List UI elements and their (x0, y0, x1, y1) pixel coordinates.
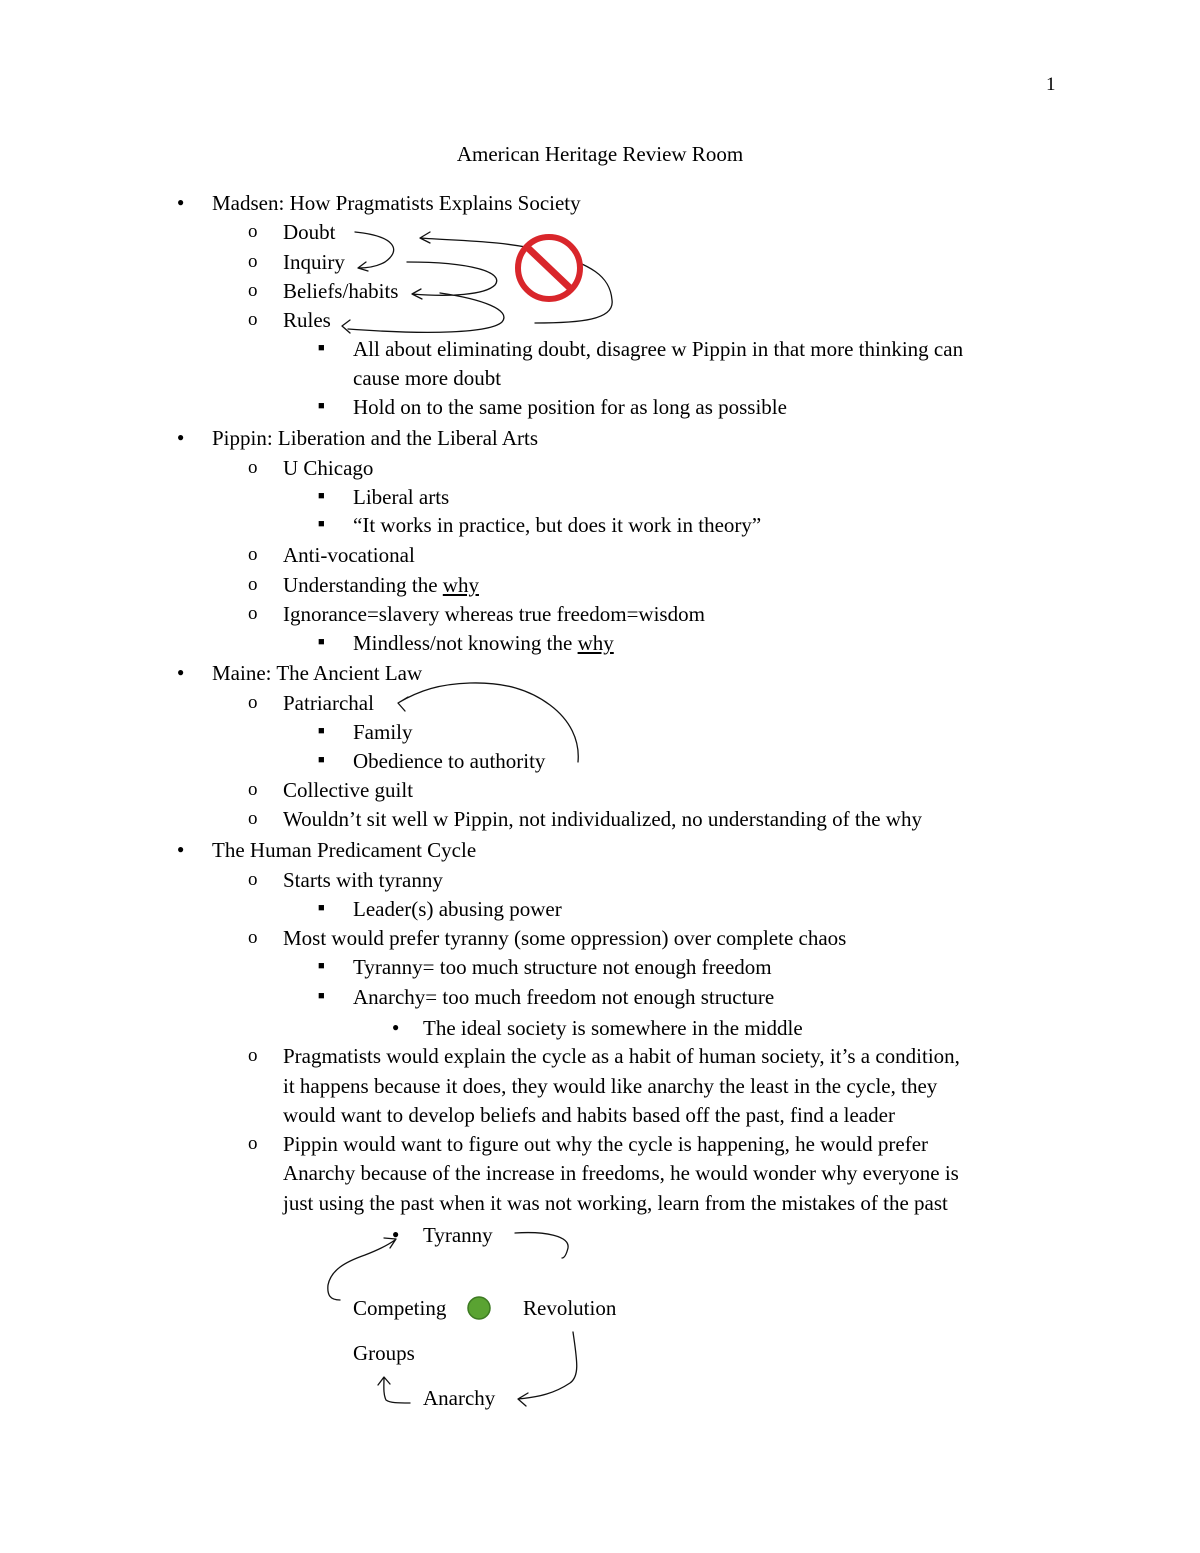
cycle-competing: Competing (353, 1296, 447, 1320)
page-title: American Heritage Review Room (456, 142, 744, 166)
page-number: 1 (1046, 74, 1056, 95)
item-starts-tyranny: Starts with tyranny (283, 868, 443, 892)
cycle-anarchy: Anarchy (423, 1386, 496, 1410)
subitem-leader: Leader(s) abusing power (353, 897, 562, 921)
bullet-icon: ● (177, 430, 185, 444)
curved-arrow-icon (518, 1332, 577, 1406)
subitem-eliminating-doubt-cont: cause more doubt (353, 366, 502, 390)
circle-bullet-icon: o (248, 779, 258, 800)
circle-bullet-icon: o (248, 280, 258, 301)
subitem-obedience: Obedience to authority (353, 749, 546, 773)
square-bullet-icon: ■ (318, 902, 325, 914)
bullet-icon: ● (177, 195, 185, 209)
green-dot-icon (468, 1297, 490, 1319)
circle-bullet-icon: o (248, 692, 258, 713)
section-heading-pippin: Pippin: Liberation and the Liberal Arts (212, 426, 539, 450)
circle-bullet-icon: o (248, 544, 258, 565)
circle-bullet-icon: o (248, 574, 258, 595)
subitem-tyranny-def: Tyranny= too much structure not enough freedom (353, 955, 772, 979)
curved-arrow-icon (420, 232, 612, 323)
square-bullet-icon: ■ (318, 518, 325, 530)
curved-arrow-icon (328, 1238, 396, 1300)
curved-arrow-icon (342, 293, 504, 333)
square-bullet-icon: ■ (318, 400, 325, 412)
subitem-liberal-arts: Liberal arts (353, 485, 450, 509)
cycle-revolution: Revolution (523, 1296, 617, 1320)
item-pippin-1: Pippin would want to figure out why the cycle is happening, he would prefer (283, 1132, 929, 1156)
item-doubt: Doubt (283, 220, 336, 244)
square-bullet-icon: ■ (318, 490, 325, 502)
item-pragmatists-2: it happens because it does, they would like anarchy the least in the cycle, they (283, 1074, 938, 1098)
circle-bullet-icon: o (248, 927, 258, 948)
subitem-eliminating-doubt: All about eliminating doubt, disagree w Pippin in that more thinking can (353, 337, 964, 361)
underlined-why: why (577, 631, 614, 655)
square-bullet-icon: ■ (318, 990, 325, 1002)
square-bullet-icon: ■ (318, 754, 325, 766)
bullet-icon: ● (177, 665, 185, 679)
section-heading-madsen: Madsen: How Pragmatists Explains Society (212, 191, 581, 215)
subitem-hold-position: Hold on to the same position for as long as possible (353, 395, 787, 419)
section-heading-cycle: The Human Predicament Cycle (212, 838, 477, 862)
subitem-mindless-text: Mindless/not knowing the (353, 631, 578, 655)
item-wouldnt-sit-well: Wouldn’t sit well w Pippin, not individualized, no understanding of the why (283, 807, 922, 831)
item-anti-vocational: Anti-vocational (283, 543, 415, 567)
item-patriarchal: Patriarchal (283, 691, 374, 715)
item-inquiry: Inquiry (283, 250, 345, 274)
item-understanding-text: Understanding the (283, 573, 443, 597)
subitem-anarchy-def: Anarchy= too much freedom not enough structure (353, 985, 775, 1009)
cycle-groups: Groups (353, 1341, 415, 1365)
item-pragmatists-3: would want to develop beliefs and habits based off the past, find a leader (283, 1103, 895, 1127)
curved-arrow-icon (378, 1377, 410, 1403)
circle-bullet-icon: o (248, 457, 258, 478)
circle-bullet-icon: o (248, 808, 258, 829)
item-collective-guilt: Collective guilt (283, 778, 414, 802)
circle-bullet-icon: o (248, 309, 258, 330)
item-ignorance: Ignorance=slavery whereas true freedom=wisdom (283, 602, 705, 626)
circle-bullet-icon: o (248, 1133, 258, 1154)
item-most-prefer: Most would prefer tyranny (some oppression) over complete chaos (283, 926, 847, 950)
item-beliefs: Beliefs/habits (283, 279, 399, 303)
subitem-quote: “It works in practice, but does it work in theory” (353, 513, 762, 537)
bullet-icon: ● (392, 1227, 400, 1241)
prohibition-sign-icon (518, 237, 580, 299)
circle-bullet-icon: o (248, 1045, 258, 1066)
item-pippin-2: Anarchy because of the increase in freedoms, he would wonder why everyone is (283, 1161, 959, 1185)
square-bullet-icon: ■ (318, 960, 325, 972)
item-rules: Rules (283, 308, 331, 332)
circle-bullet-icon: o (248, 869, 258, 890)
circle-bullet-icon: o (248, 221, 258, 242)
curved-arrow-icon (515, 1233, 568, 1258)
underlined-why: why (442, 573, 479, 597)
subitem-family: Family (353, 720, 413, 744)
bullet-icon: ● (177, 842, 185, 856)
cycle-tyranny: Tyranny (423, 1223, 493, 1247)
square-bullet-icon: ■ (318, 636, 325, 648)
square-bullet-icon: ■ (318, 725, 325, 737)
item-uchicago: U Chicago (283, 456, 374, 480)
section-heading-maine: Maine: The Ancient Law (212, 661, 423, 685)
item-pippin-3: just using the past when it was not working, learn from the mistakes of the past (283, 1191, 948, 1215)
item-pragmatists-1: Pragmatists would explain the cycle as a habit of human society, it’s a condition, (283, 1044, 960, 1068)
subsubitem-ideal: The ideal society is somewhere in the middle (423, 1016, 803, 1040)
curved-arrow-icon (398, 683, 578, 762)
bullet-icon: ● (392, 1020, 400, 1034)
curved-arrow-icon (407, 262, 497, 299)
circle-bullet-icon: o (248, 603, 258, 624)
square-bullet-icon: ■ (318, 342, 325, 354)
circle-bullet-icon: o (248, 251, 258, 272)
curved-arrow-icon (355, 232, 394, 271)
